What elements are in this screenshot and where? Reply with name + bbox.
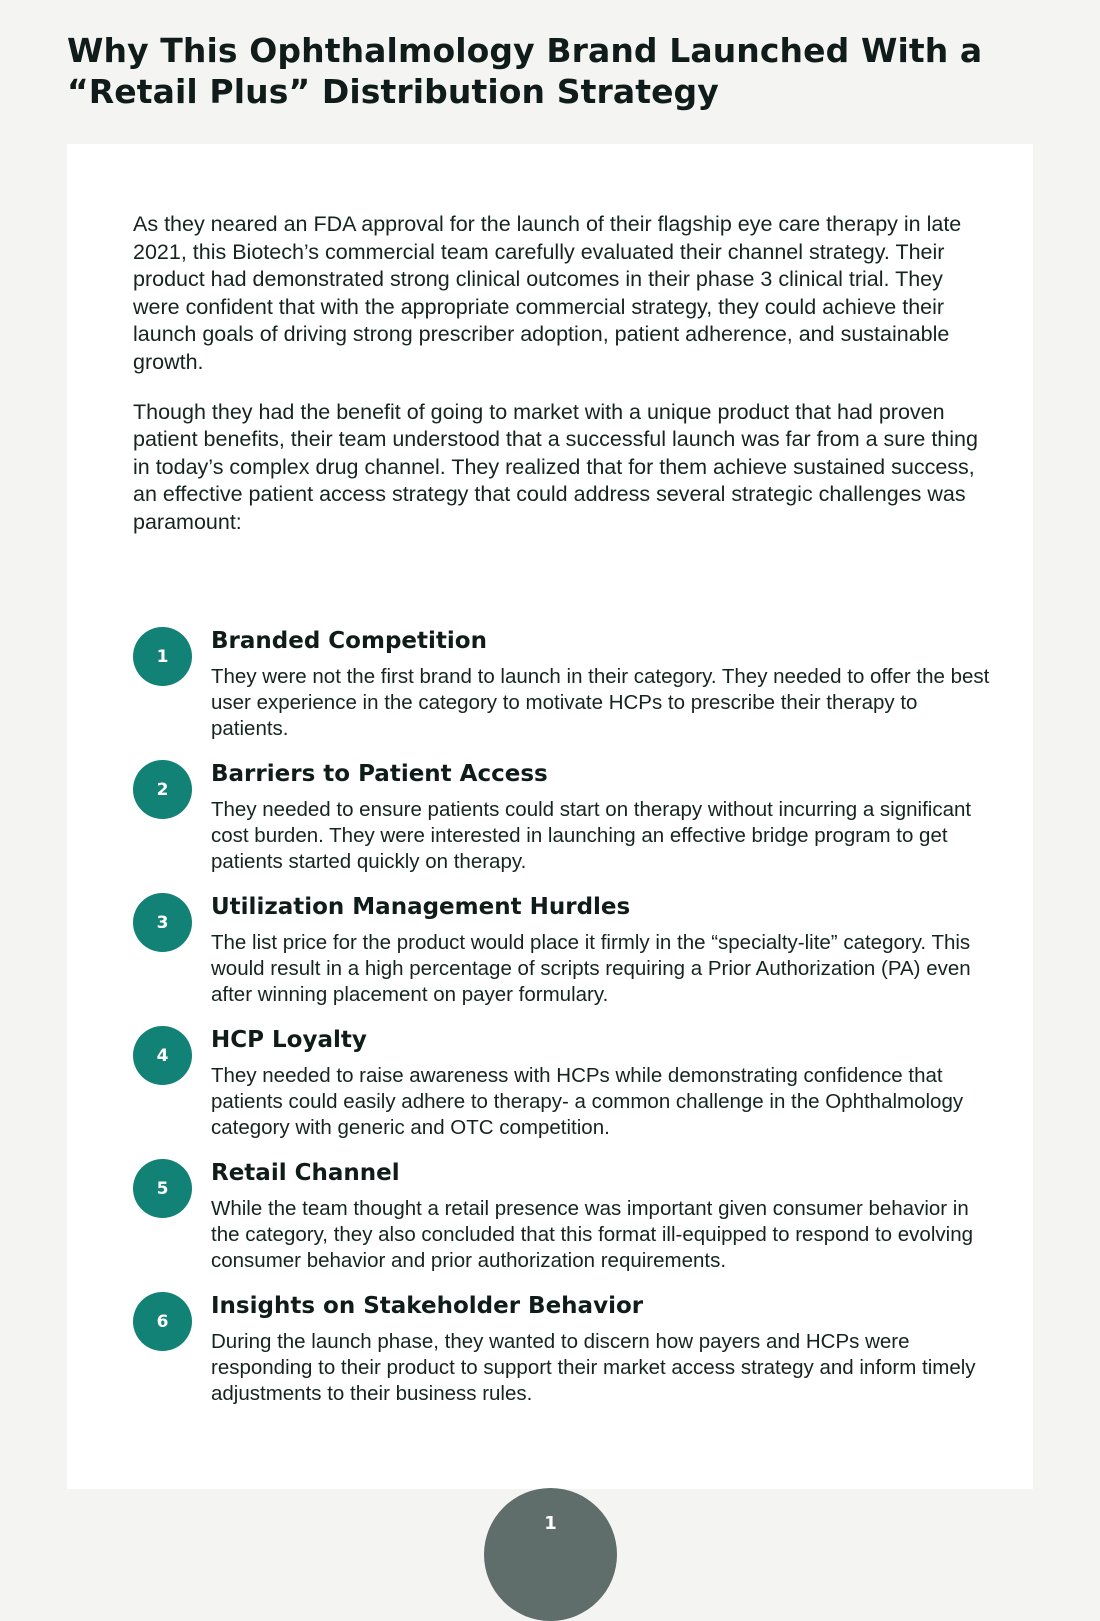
challenge-title: HCP Loyalty [211,1027,367,1053]
challenge-title: Barriers to Patient Access [211,761,548,787]
number-badge: 3 [133,893,192,952]
challenge-item-retail-channel [133,1158,993,1291]
content-card [67,144,1033,1489]
number-badge: 1 [133,627,192,686]
challenge-description: During the launch phase, they wanted to discern how payers and HCPs were responding to their product to support their market access strategy and inform timely adjustments to their business rules. [211,1330,976,1405]
page-title: Why This Ophthalmology Brand Launched With a “Retail Plus” Distribution Strategy [67,31,983,111]
challenge-title: Insights on Stakeholder Behavior [211,1293,644,1319]
challenge-item-stakeholder-behavior [133,1291,993,1424]
challenge-title: Branded Competition [211,628,487,654]
challenge-description: They needed to raise awareness with HCPs while demonstrating confidence that patients could easily adhere to therapy- a common challenge in the Ophthalmology category with generic and OTC competition. [211,1064,964,1139]
challenge-item-utilization-management [133,892,993,1025]
challenge-title: Utilization Management Hurdles [211,894,631,920]
challenge-description: They were not the first brand to launch in their category. They needed to offer the best user experience in the category to motivate HCPs to prescribe their therapy to patients. [211,665,990,740]
intro-paragraph-1: As they neared an FDA approval for the launch of their flagship eye care therapy in late 2021, this Biotech’s commercial team carefully evaluated their channel strategy. Their product had demonstrated strong clinical outcomes in their phase 3 clinical trial. They were confident that with the appropriate commercial strategy, they could achieve their launch goals of driving strong prescriber adoption, patient adherence, and sustainable growth. [133,212,962,374]
challenge-description: They needed to ensure patients could start on therapy without incurring a significant cost burden. They were interested in launching an effective bridge program to get patients started quickly on therapy. [211,798,972,873]
number-badge: 6 [133,1292,192,1351]
challenge-item-hcp-loyalty [133,1025,993,1158]
number-badge: 4 [133,1026,192,1085]
page-number-badge: 1 [484,1488,617,1621]
challenge-title: Retail Channel [211,1160,400,1186]
number-badge: 5 [133,1159,192,1218]
intro-section [133,211,983,559]
intro-paragraph-2: Though they had the benefit of going to market with a unique product that had proven patient benefits, their team understood that a successful launch was far from a sure thing in today’s complex drug channel. They realized that for them achieve sustained success, an effective patient access strategy that could address several strategic challenges was paramount: [133,399,978,534]
challenge-description: The list price for the product would place it firmly in the “specialty-lite” category. This would result in a high percentage of scripts requiring a Prior Authorization (PA) even after winning placement on payer formulary. [211,931,971,1006]
challenge-list [133,626,993,1424]
challenge-item-branded-competition [133,626,993,759]
number-badge: 2 [133,760,192,819]
challenge-item-barriers-to-patient-access [133,759,993,892]
challenge-description: While the team thought a retail presence was important given consumer behavior in the category, they also concluded that this format ill-equipped to respond to evolving consumer behavior and prior authorization requirements. [211,1197,973,1272]
